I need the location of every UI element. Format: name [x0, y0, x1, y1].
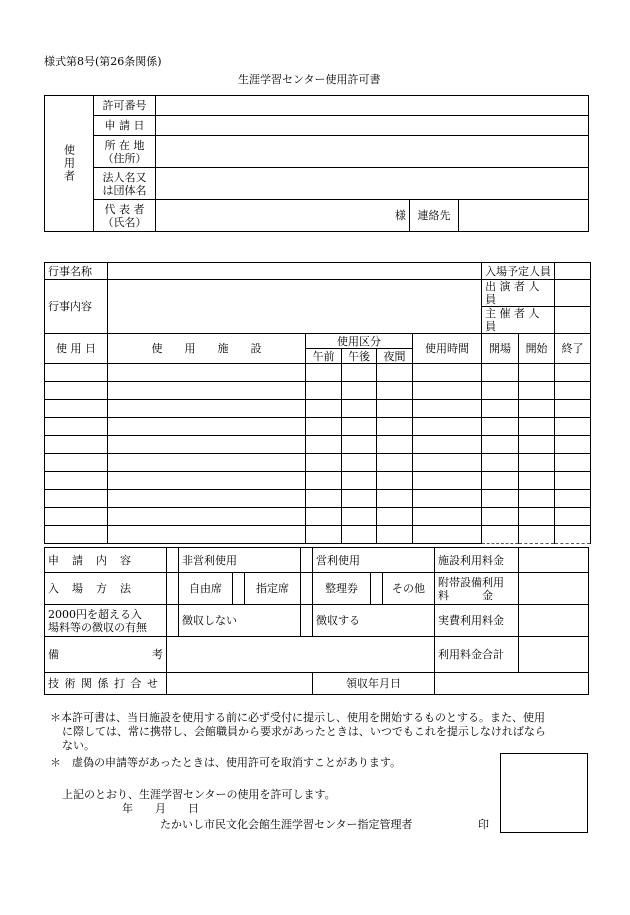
address-field[interactable]	[156, 136, 589, 168]
open-doors-cell[interactable]	[482, 454, 519, 472]
facility-cell[interactable]	[108, 418, 306, 436]
usage-row	[45, 472, 591, 490]
usage-row	[45, 400, 591, 418]
end-cell[interactable]	[555, 400, 591, 418]
total-fee-field[interactable]	[519, 637, 589, 673]
evening-header: 夜間	[377, 349, 413, 364]
remarks-label: 備 考	[45, 637, 167, 673]
evening-cell[interactable]	[377, 508, 413, 526]
use-date-cell[interactable]	[45, 454, 108, 472]
evening-cell[interactable]	[377, 472, 413, 490]
remarks-field[interactable]	[167, 637, 435, 673]
open-doors-cell[interactable]	[482, 490, 519, 508]
use-time-cell[interactable]	[413, 418, 482, 436]
facility-cell[interactable]	[108, 508, 306, 526]
afternoon-cell[interactable]	[342, 508, 377, 526]
end-cell[interactable]	[555, 472, 591, 490]
usage-row	[45, 364, 591, 382]
usage-row	[45, 454, 591, 472]
afternoon-cell[interactable]	[342, 472, 377, 490]
end-cell[interactable]	[555, 454, 591, 472]
end-cell[interactable]	[555, 490, 591, 508]
note-1-line-2: に際しては、常に携帯し、会館職員から要求があったときは、いつでもこれを提示しなければなら	[62, 725, 546, 738]
end-cell[interactable]	[555, 526, 591, 544]
use-date-cell[interactable]	[45, 508, 108, 526]
open-doors-cell[interactable]	[482, 382, 519, 400]
collect-label: 徴収する	[313, 605, 435, 637]
facility-cell[interactable]	[108, 400, 306, 418]
admission-fee-label: 2000円を超える入 場料等の徴収の有無	[45, 605, 167, 637]
morning-cell[interactable]	[306, 526, 342, 544]
organization-label: 法人名又 は団体名	[94, 168, 156, 200]
use-time-cell[interactable]	[413, 400, 482, 418]
afternoon-cell[interactable]	[342, 490, 377, 508]
morning-cell[interactable]	[306, 418, 342, 436]
evening-cell[interactable]	[377, 418, 413, 436]
usage-row	[45, 490, 591, 508]
open-doors-cell[interactable]	[482, 526, 519, 544]
use-period-header: 使用区分	[306, 334, 413, 349]
use-date-cell[interactable]	[45, 472, 108, 490]
note-1-line-1: ＊本許可書は、当日施設を使用する前に必ず受付に提示し、使用を開始するものとする。また、使用	[50, 711, 545, 724]
use-date-cell[interactable]	[45, 364, 108, 382]
facility-cell[interactable]	[108, 472, 306, 490]
form-number: 様式第8号(第26条関係)	[44, 55, 162, 68]
use-time-cell[interactable]	[413, 382, 482, 400]
usage-row	[45, 418, 591, 436]
representative-field[interactable]	[156, 200, 410, 232]
start-cell[interactable]	[519, 454, 555, 472]
morning-cell[interactable]	[306, 508, 342, 526]
equipment-fee-field[interactable]	[519, 573, 589, 605]
open-doors-cell[interactable]	[482, 418, 519, 436]
usage-row	[45, 526, 591, 544]
evening-cell[interactable]	[377, 400, 413, 418]
actual-cost-fee-label: 実費利用料金	[435, 605, 519, 637]
use-date-cell[interactable]	[45, 418, 108, 436]
event-content-field[interactable]	[108, 280, 482, 334]
morning-cell[interactable]	[306, 472, 342, 490]
applicant-group-label: 使用者	[45, 96, 94, 232]
morning-cell[interactable]	[306, 400, 342, 418]
facility-cell[interactable]	[108, 490, 306, 508]
use-time-cell[interactable]	[413, 454, 482, 472]
evening-cell[interactable]	[377, 454, 413, 472]
admission-method-label: 入 場 方 法	[45, 573, 167, 605]
afternoon-cell[interactable]	[342, 382, 377, 400]
expected-attendance-field[interactable]	[555, 263, 591, 280]
event-name-label: 行事名称	[45, 263, 108, 280]
morning-cell[interactable]	[306, 436, 342, 454]
nonprofit-checkbox[interactable]	[167, 548, 179, 573]
event-content-label: 行事内容	[45, 280, 108, 334]
numbered-ticket-label: 整理券	[313, 573, 371, 605]
open-doors-header: 開場	[482, 334, 519, 364]
performers-field[interactable]	[555, 280, 591, 307]
use-time-cell[interactable]	[413, 508, 482, 526]
application-content-label: 申 請 内 容	[45, 548, 167, 573]
nonprofit-label: 非営利使用	[179, 548, 301, 573]
use-time-header: 使用時間	[413, 334, 482, 364]
facility-cell[interactable]	[108, 526, 306, 544]
equipment-fee-label: 附帯設備利用 料 金	[435, 573, 519, 605]
open-doors-cell[interactable]	[482, 508, 519, 526]
afternoon-cell[interactable]	[342, 418, 377, 436]
profit-label: 営利使用	[313, 548, 435, 573]
performers-label: 出 演 者 人 員	[482, 280, 555, 307]
permission-date: 年 月 日	[122, 802, 199, 815]
page-title: 生涯学習センター使用許可書	[238, 73, 381, 86]
other-label: その他	[383, 573, 435, 605]
representative-label: 代 表 者 （氏名）	[94, 200, 156, 232]
usage-row	[45, 436, 591, 454]
use-date-cell[interactable]	[45, 490, 108, 508]
end-cell[interactable]	[555, 508, 591, 526]
use-date-cell[interactable]	[45, 382, 108, 400]
organizers-label: 主 催 者 人 員	[482, 307, 555, 334]
end-cell[interactable]	[555, 418, 591, 436]
event-table	[44, 262, 591, 544]
application-date-field[interactable]	[156, 116, 589, 136]
start-cell[interactable]	[519, 436, 555, 454]
technical-meeting-field[interactable]	[167, 673, 313, 695]
end-cell[interactable]	[555, 382, 591, 400]
use-time-cell[interactable]	[413, 472, 482, 490]
facility-header: 使 用 施 設	[108, 334, 306, 364]
start-cell[interactable]	[519, 472, 555, 490]
facility-fee-label: 施設利用料金	[435, 548, 519, 573]
facility-cell[interactable]	[108, 454, 306, 472]
fees-table	[44, 547, 589, 695]
reserved-seating-checkbox[interactable]	[233, 573, 245, 605]
applicant-table	[44, 95, 589, 232]
reserved-seating-label: 指定席	[245, 573, 301, 605]
organization-field[interactable]	[156, 168, 589, 200]
actual-cost-fee-field[interactable]	[519, 605, 589, 637]
profit-checkbox[interactable]	[301, 548, 313, 573]
open-doors-cell[interactable]	[482, 436, 519, 454]
morning-cell[interactable]	[306, 364, 342, 382]
contact-label: 連絡先	[410, 200, 459, 232]
use-time-cell[interactable]	[413, 364, 482, 382]
open-doors-cell[interactable]	[482, 472, 519, 490]
afternoon-header: 午後	[342, 349, 377, 364]
afternoon-cell[interactable]	[342, 364, 377, 382]
usage-row	[45, 508, 591, 526]
seal-box[interactable]	[500, 753, 588, 833]
morning-cell[interactable]	[306, 454, 342, 472]
start-cell[interactable]	[519, 382, 555, 400]
honorific: 様	[395, 209, 406, 222]
evening-cell[interactable]	[377, 490, 413, 508]
permission-statement: 上記のとおり、生涯学習センターの使用を許可します。	[62, 788, 336, 801]
afternoon-cell[interactable]	[342, 400, 377, 418]
use-time-cell[interactable]	[413, 526, 482, 544]
facility-cell[interactable]	[108, 382, 306, 400]
start-cell[interactable]	[519, 526, 555, 544]
evening-cell[interactable]	[377, 526, 413, 544]
expected-attendance-label: 入場予定人員	[482, 263, 555, 280]
permit-number-label: 許可番号	[94, 96, 156, 116]
permit-number-field[interactable]	[156, 96, 589, 116]
use-date-cell[interactable]	[45, 436, 108, 454]
start-header: 開始	[519, 334, 555, 364]
seal-mark: 印	[478, 818, 489, 831]
end-header: 終了	[555, 334, 591, 364]
afternoon-cell[interactable]	[342, 454, 377, 472]
issuer-name: たかいし市民文化会館生涯学習センター指定管理者	[160, 818, 413, 831]
no-collect-checkbox[interactable]	[167, 605, 179, 637]
facility-fee-field[interactable]	[519, 548, 589, 573]
use-date-cell[interactable]	[45, 400, 108, 418]
use-time-cell[interactable]	[413, 436, 482, 454]
start-cell[interactable]	[519, 400, 555, 418]
numbered-ticket-checkbox[interactable]	[301, 573, 313, 605]
free-seating-checkbox[interactable]	[167, 573, 179, 605]
start-cell[interactable]	[519, 490, 555, 508]
event-name-field[interactable]	[108, 263, 482, 280]
no-collect-label: 徴収しない	[179, 605, 301, 637]
organizers-field[interactable]	[555, 307, 591, 334]
receipt-date-field[interactable]	[435, 673, 589, 695]
usage-row	[45, 382, 591, 400]
open-doors-cell[interactable]	[482, 400, 519, 418]
use-date-header: 使 用 日	[45, 334, 108, 364]
morning-cell[interactable]	[306, 382, 342, 400]
other-checkbox[interactable]	[371, 573, 383, 605]
contact-field[interactable]	[459, 200, 589, 232]
afternoon-cell[interactable]	[342, 526, 377, 544]
morning-header: 午前	[306, 349, 342, 364]
evening-cell[interactable]	[377, 364, 413, 382]
address-label: 所 在 地 （住所）	[94, 136, 156, 168]
note-1-line-3: ない。	[62, 739, 95, 752]
afternoon-cell[interactable]	[342, 436, 377, 454]
end-cell[interactable]	[555, 364, 591, 382]
receipt-date-label: 領収年月日	[313, 673, 435, 695]
start-cell[interactable]	[519, 418, 555, 436]
evening-cell[interactable]	[377, 382, 413, 400]
evening-cell[interactable]	[377, 436, 413, 454]
start-cell[interactable]	[519, 508, 555, 526]
morning-cell[interactable]	[306, 490, 342, 508]
end-cell[interactable]	[555, 436, 591, 454]
free-seating-label: 自由席	[179, 573, 233, 605]
start-cell[interactable]	[519, 364, 555, 382]
technical-meeting-label: 技 術 関 係 打 合 せ	[45, 673, 167, 695]
application-date-label: 申 請 日	[94, 116, 156, 136]
collect-checkbox[interactable]	[301, 605, 313, 637]
facility-cell[interactable]	[108, 436, 306, 454]
total-fee-label: 利用料金合計	[435, 637, 519, 673]
use-date-cell[interactable]	[45, 526, 108, 544]
use-time-cell[interactable]	[413, 490, 482, 508]
note-2: ＊ 虚偽の申請等があったときは、使用許可を取消すことがあります。	[50, 756, 402, 769]
facility-cell[interactable]	[108, 364, 306, 382]
open-doors-cell[interactable]	[482, 364, 519, 382]
